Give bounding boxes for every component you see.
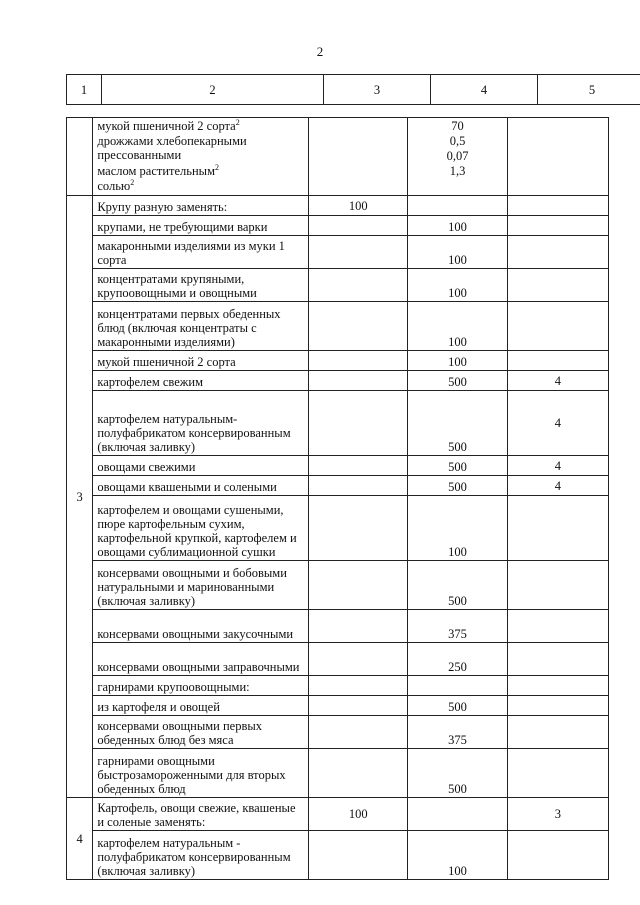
norm-value: 100 xyxy=(309,196,408,216)
product-item: мукой пшеничной 2 сорта$^2$ xyxy=(97,117,240,133)
group-number: 4 xyxy=(67,798,93,880)
replacement-value: 500 xyxy=(408,371,507,391)
replacement-table xyxy=(66,117,609,880)
product-item: солью$^2$ xyxy=(97,177,135,193)
note-value xyxy=(507,236,608,269)
product-name: крупами, не требующими варки xyxy=(93,216,309,236)
product-name: консервами овощными закусочными xyxy=(93,610,309,643)
replacement-value: 500 xyxy=(408,696,507,716)
note-value xyxy=(507,496,608,561)
header-row xyxy=(67,75,640,105)
replacement-value: 500 xyxy=(408,749,507,798)
product-name: гарнирами крупоовощными: xyxy=(93,676,309,696)
table-row xyxy=(67,351,609,371)
product-name: картофелем натуральным-полуфабрикатом консервированным (включая заливку) xyxy=(93,391,309,456)
product-name: Крупу разную заменять: xyxy=(93,196,309,216)
note-cell xyxy=(507,118,608,196)
table-row xyxy=(67,216,609,236)
replacement-value xyxy=(408,798,507,831)
replacement-value: 100 xyxy=(408,216,507,236)
table-row xyxy=(67,676,609,696)
note-value: 4 xyxy=(507,476,608,496)
value: 70 xyxy=(451,119,464,133)
note-value xyxy=(507,676,608,696)
product-name: из картофеля и овощей xyxy=(93,696,309,716)
replacement-value: 100 xyxy=(408,496,507,561)
note-value: 3 xyxy=(507,798,608,831)
replacement-values xyxy=(408,118,507,196)
header-col-1: 1 xyxy=(67,75,102,105)
table-row xyxy=(67,798,609,831)
norm-value xyxy=(309,676,408,696)
norm-value xyxy=(309,643,408,676)
note-value: 4 xyxy=(507,391,608,456)
product-name: макаронными изделиями из муки 1 сорта xyxy=(93,236,309,269)
table-row xyxy=(67,196,609,216)
note-value xyxy=(507,696,608,716)
product-name: картофелем натуральным - полуфабрикатом консервированным (включая заливку) xyxy=(93,831,309,880)
value: 0,5 xyxy=(449,134,466,148)
table-row xyxy=(67,456,609,476)
product-name: консервами овощными первых обеденных блюд без мяса xyxy=(93,716,309,749)
product-name: концентратами крупяными, крупоовощными и овощными xyxy=(93,269,309,302)
replacement-value: 100 xyxy=(408,351,507,371)
note-value xyxy=(507,610,608,643)
note-value: 4 xyxy=(507,456,608,476)
header-table xyxy=(66,74,640,105)
note-value xyxy=(507,716,608,749)
replacement-value: 100 xyxy=(408,236,507,269)
group-number xyxy=(67,118,93,196)
product-name: консервами овощными и бобовыми натуральными и маринованными (включая заливку) xyxy=(93,561,309,610)
replacement-value: 100 xyxy=(408,302,507,351)
replacement-value: 500 xyxy=(408,476,507,496)
table-row xyxy=(67,610,609,643)
norm-value xyxy=(309,456,408,476)
header-col-2: 2 xyxy=(102,75,324,105)
norm-value xyxy=(309,269,408,302)
norm-value xyxy=(309,371,408,391)
product-item: дрожжами хлебопекарными прессованными xyxy=(97,134,247,162)
replacement-value: 500 xyxy=(408,561,507,610)
product-name: гарнирами овощными быстрозамороженными для вторых обеденных блюд xyxy=(93,749,309,798)
norm-value xyxy=(309,696,408,716)
product-name: картофелем свежим xyxy=(93,371,309,391)
norm-value xyxy=(309,476,408,496)
norm-value xyxy=(309,831,408,880)
product-name: овощами свежими xyxy=(93,456,309,476)
norm-value xyxy=(309,610,408,643)
table-row xyxy=(67,716,609,749)
note-value xyxy=(507,216,608,236)
product-name: овощами квашеными и солеными xyxy=(93,476,309,496)
norm-value xyxy=(309,351,408,371)
note-value xyxy=(507,831,608,880)
table-row xyxy=(67,236,609,269)
note-value xyxy=(507,749,608,798)
norm-value xyxy=(309,302,408,351)
norm-value xyxy=(309,716,408,749)
table-row xyxy=(67,561,609,610)
replacement-value: 100 xyxy=(408,269,507,302)
product-name: мукой пшеничной 2 сорта xyxy=(93,351,309,371)
replacement-value: 250 xyxy=(408,643,507,676)
note-value xyxy=(507,196,608,216)
value: 0,07 xyxy=(446,149,469,163)
replacement-value: 375 xyxy=(408,716,507,749)
page-number: 2 xyxy=(316,44,324,59)
table-row xyxy=(67,118,609,196)
note-value: 4 xyxy=(507,371,608,391)
replacement-value: 500 xyxy=(408,391,507,456)
table-row xyxy=(67,371,609,391)
norm-value xyxy=(309,216,408,236)
table-row xyxy=(67,696,609,716)
norm-cell xyxy=(309,118,408,196)
product-item: маслом растительным$^2$ xyxy=(97,162,219,178)
replacement-value xyxy=(408,676,507,696)
norm-value xyxy=(309,496,408,561)
note-value xyxy=(507,302,608,351)
header-col-3: 3 xyxy=(324,75,431,105)
note-value xyxy=(507,561,608,610)
product-name: картофелем и овощами сушеными, пюре картофельным сухим, картофельной крупкой, картофелем и овощами сублимационной сушки xyxy=(93,496,309,561)
table-row xyxy=(67,302,609,351)
header-col-4: 4 xyxy=(431,75,538,105)
table-row xyxy=(67,496,609,561)
replacement-value: 100 xyxy=(408,831,507,880)
note-value xyxy=(507,351,608,371)
table-row xyxy=(67,831,609,880)
value: 1,3 xyxy=(449,164,466,178)
norm-value: 100 xyxy=(309,798,408,831)
product-list xyxy=(93,118,309,196)
table-row xyxy=(67,643,609,676)
group-number: 3 xyxy=(67,196,93,798)
table-row xyxy=(67,269,609,302)
norm-value xyxy=(309,236,408,269)
note-value xyxy=(507,269,608,302)
norm-value xyxy=(309,749,408,798)
replacement-value: 375 xyxy=(408,610,507,643)
table-row xyxy=(67,749,609,798)
product-name: Картофель, овощи свежие, квашеные и соленые заменять: xyxy=(93,798,309,831)
header-col-5: 5 xyxy=(538,75,640,105)
replacement-value: 500 xyxy=(408,456,507,476)
table-row xyxy=(67,391,609,456)
note-value xyxy=(507,643,608,676)
norm-value xyxy=(309,391,408,456)
table-row xyxy=(67,476,609,496)
product-name: концентратами первых обеденных блюд (включая концентраты с макаронными изделиями) xyxy=(93,302,309,351)
product-name: консервами овощными заправочными xyxy=(93,643,309,676)
norm-value xyxy=(309,561,408,610)
replacement-value xyxy=(408,196,507,216)
